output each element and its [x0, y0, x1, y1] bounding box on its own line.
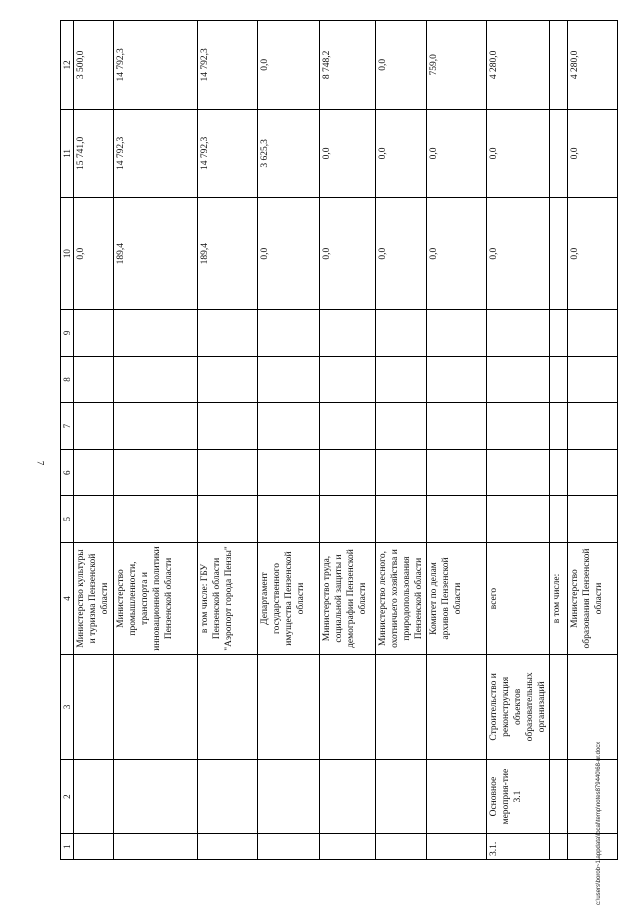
activity-name-cell: Строительство и реконструкция объектов образовательных организаций [487, 654, 550, 759]
empty-cell [320, 496, 376, 543]
empty-cell [74, 496, 114, 543]
empty-cell [198, 496, 258, 543]
activity-type-cell [568, 759, 618, 834]
value-cell-col10: 189,4 [114, 198, 198, 310]
executor-cell: Департамент государственного имущества Пензенской области [258, 543, 320, 655]
header-cell: 7 [61, 403, 74, 450]
header-cell: 11 [61, 109, 74, 198]
executor-cell: Министерство образования Пензенской области [568, 543, 618, 655]
empty-cell [376, 449, 427, 496]
empty-cell [487, 356, 550, 403]
value-cell-col10: 0,0 [74, 198, 114, 310]
empty-cell [198, 310, 258, 357]
value-cell-col12 [550, 21, 568, 110]
activity-name-cell [74, 654, 114, 759]
value-cell-col10: 189,4 [198, 198, 258, 310]
activity-name-cell [258, 654, 320, 759]
table-row [550, 21, 568, 860]
table-row [74, 21, 114, 860]
value-cell-col12: 0,0 [376, 21, 427, 110]
row-number-cell [427, 834, 487, 860]
value-cell-col11: 0,0 [568, 109, 618, 198]
executor-cell: Комитет по делам архивов Пензенской области [427, 543, 487, 655]
empty-cell [114, 403, 198, 450]
empty-cell [376, 356, 427, 403]
activity-type-cell [198, 759, 258, 834]
empty-cell [568, 310, 618, 357]
header-cell: 3 [61, 654, 74, 759]
activity-name-cell [198, 654, 258, 759]
empty-cell [427, 356, 487, 403]
empty-cell [258, 449, 320, 496]
activity-name-cell [568, 654, 618, 759]
table-row [487, 21, 550, 860]
empty-cell [114, 310, 198, 357]
row-number-cell [550, 834, 568, 860]
activity-type-cell [376, 759, 427, 834]
empty-cell [258, 496, 320, 543]
value-cell-col10: 0,0 [568, 198, 618, 310]
value-cell-col12: 4 280,0 [487, 21, 550, 110]
activity-type-cell: Основное мероприя-тие 3.1 [487, 759, 550, 834]
empty-cell [258, 310, 320, 357]
activity-type-cell [550, 759, 568, 834]
row-number-cell [258, 834, 320, 860]
empty-cell [74, 403, 114, 450]
value-cell-col11 [550, 109, 568, 198]
value-cell-col10: 0,0 [376, 198, 427, 310]
value-cell-col11: 15 741,0 [74, 109, 114, 198]
table-header-row [61, 21, 74, 860]
executor-cell: Министерство труда, социальной защиты и демографии Пензенской области [320, 543, 376, 655]
empty-cell [487, 403, 550, 450]
value-cell-col10 [550, 198, 568, 310]
table-row [258, 21, 320, 860]
table-row [376, 21, 427, 860]
table-row [114, 21, 198, 860]
activity-name-cell [320, 654, 376, 759]
empty-cell [258, 403, 320, 450]
table-row [427, 21, 487, 860]
empty-cell [550, 403, 568, 450]
value-cell-col10: 0,0 [487, 198, 550, 310]
executor-cell: в том числе: ГБУ Пензенской области "Аэропорт города Пензы" [198, 543, 258, 655]
value-cell-col10: 0,0 [258, 198, 320, 310]
page-number: 7 [35, 460, 46, 466]
value-cell-col11: 14 792,3 [198, 109, 258, 198]
activity-type-cell [320, 759, 376, 834]
row-number-cell [114, 834, 198, 860]
empty-cell [376, 310, 427, 357]
empty-cell [427, 496, 487, 543]
empty-cell [198, 403, 258, 450]
row-number-cell [74, 834, 114, 860]
activity-type-cell [427, 759, 487, 834]
value-cell-col12: 14 792,3 [114, 21, 198, 110]
value-cell-col11: 0,0 [376, 109, 427, 198]
value-cell-col12: 14 792,3 [198, 21, 258, 110]
row-number-cell [320, 834, 376, 860]
table-row [320, 21, 376, 860]
empty-cell [74, 356, 114, 403]
activity-type-cell [74, 759, 114, 834]
header-cell: 4 [61, 543, 74, 655]
row-number-cell [568, 834, 618, 860]
empty-cell [487, 449, 550, 496]
executor-cell: Министерство культуры и туризма Пензенской области [74, 543, 114, 655]
header-cell: 2 [61, 759, 74, 834]
empty-cell [568, 496, 618, 543]
executor-cell: в том числе: [550, 543, 568, 655]
value-cell-col12: 3 500,0 [74, 21, 114, 110]
header-cell: 10 [61, 198, 74, 310]
empty-cell [550, 356, 568, 403]
header-cell: 9 [61, 310, 74, 357]
empty-cell [427, 310, 487, 357]
empty-cell [427, 449, 487, 496]
empty-cell [114, 449, 198, 496]
budget-table [60, 20, 618, 860]
activity-name-cell [376, 654, 427, 759]
activity-type-cell [114, 759, 198, 834]
empty-cell [198, 449, 258, 496]
empty-cell [487, 496, 550, 543]
executor-cell: Министерство лесного, охотничьего хозяйства и природопользования Пензенской области [376, 543, 427, 655]
value-cell-col10: 0,0 [320, 198, 376, 310]
value-cell-col12: 759,0 [427, 21, 487, 110]
empty-cell [114, 496, 198, 543]
executor-cell: Министерство промышленности, транспорта и инновационной политики Пензенской области [114, 543, 198, 655]
table-row [568, 21, 618, 860]
value-cell-col11: 0,0 [320, 109, 376, 198]
value-cell-col11: 14 792,3 [114, 109, 198, 198]
empty-cell [568, 356, 618, 403]
empty-cell [550, 310, 568, 357]
row-number-cell [198, 834, 258, 860]
value-cell-col11: 0,0 [427, 109, 487, 198]
empty-cell [376, 496, 427, 543]
header-cell: 5 [61, 496, 74, 543]
empty-cell [320, 310, 376, 357]
row-number-cell: 3.1. [487, 834, 550, 860]
activity-name-cell [550, 654, 568, 759]
empty-cell [320, 449, 376, 496]
rotated-budget-table [60, 20, 610, 860]
value-cell-col10: 0,0 [427, 198, 487, 310]
value-cell-col12: 8 748,2 [320, 21, 376, 110]
value-cell-col11: 0,0 [487, 109, 550, 198]
empty-cell [376, 403, 427, 450]
empty-cell [550, 496, 568, 543]
empty-cell [320, 356, 376, 403]
empty-cell [114, 356, 198, 403]
header-cell: 8 [61, 356, 74, 403]
empty-cell [568, 449, 618, 496]
activity-type-cell [258, 759, 320, 834]
table-row [198, 21, 258, 860]
value-cell-col11: 3 625,3 [258, 109, 320, 198]
header-cell: 1 [61, 834, 74, 860]
row-number-cell [376, 834, 427, 860]
empty-cell [427, 403, 487, 450]
empty-cell [74, 449, 114, 496]
header-cell: 12 [61, 21, 74, 110]
empty-cell [487, 310, 550, 357]
activity-name-cell [114, 654, 198, 759]
empty-cell [320, 403, 376, 450]
empty-cell [568, 403, 618, 450]
empty-cell [258, 356, 320, 403]
empty-cell [550, 449, 568, 496]
value-cell-col12: 0,0 [258, 21, 320, 110]
executor-cell: всего [487, 543, 550, 655]
header-cell: 6 [61, 449, 74, 496]
activity-name-cell [427, 654, 487, 759]
empty-cell [198, 356, 258, 403]
empty-cell [74, 310, 114, 357]
value-cell-col12: 4 280,0 [568, 21, 618, 110]
footer-file-path: c:\users\borob~1\appdata\local\temp\notes879440\68-ur.docx [596, 741, 602, 905]
